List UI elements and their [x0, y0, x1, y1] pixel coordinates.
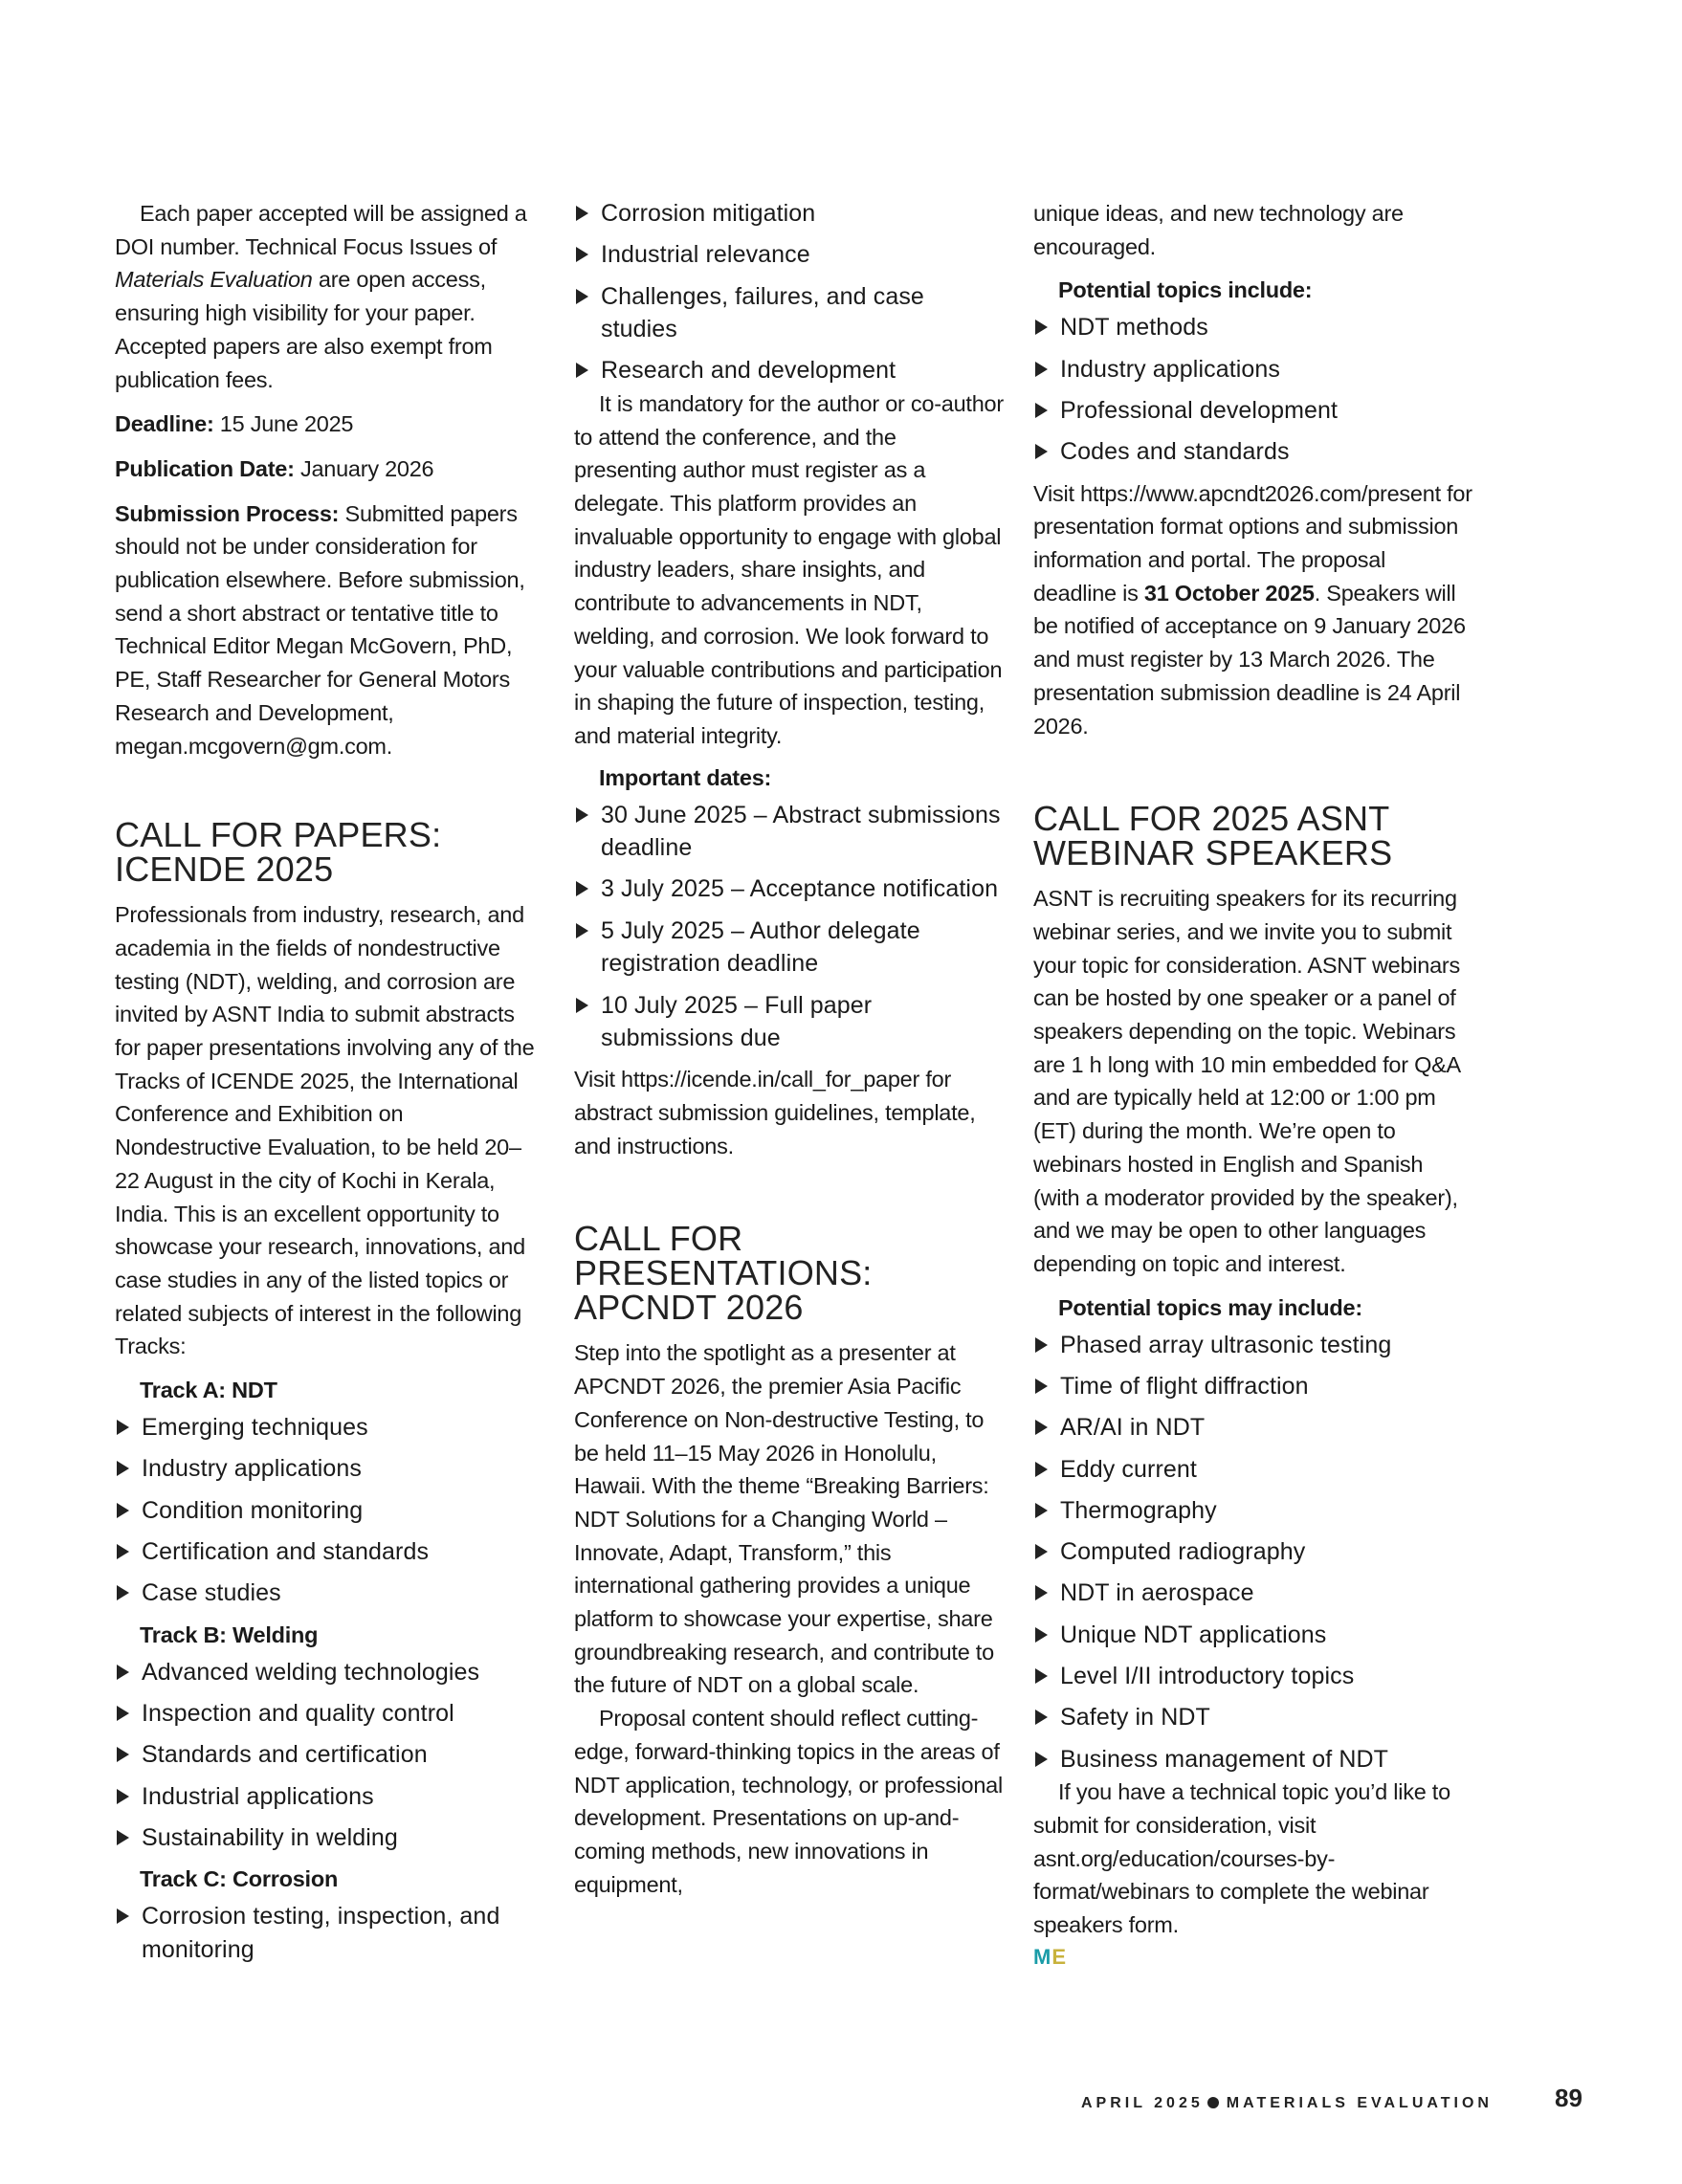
list-item: Sustainability in welding	[115, 1821, 545, 1855]
publication-date-line: Publication Date: January 2026	[115, 455, 434, 481]
list-item: Professional development	[1033, 394, 1473, 428]
footer-issue: APRIL 2025	[1081, 2095, 1204, 2111]
bullet-dot-icon	[1207, 2097, 1219, 2108]
deadline-line: Deadline: 15 June 2025	[115, 411, 354, 437]
bullet-triangle-icon	[117, 1830, 129, 1845]
icende-visit: Visit https://icende.in/call_for_paper for abstract submission guidelines, template, and instructions.	[574, 1067, 976, 1158]
bullet-triangle-icon	[576, 881, 588, 896]
track-c-title: Track C: Corrosion	[140, 1866, 339, 1892]
list-item: Standards and certification	[115, 1738, 545, 1772]
bullet-triangle-icon	[1035, 1752, 1048, 1767]
webinar-heading: CALL FOR 2025 ASNT WEBINAR SPEAKERS	[1033, 799, 1393, 873]
page-number: 89	[1555, 2084, 1582, 2112]
bullet-triangle-icon	[1035, 362, 1048, 377]
track-b-list	[115, 1656, 545, 1855]
bullet-triangle-icon	[117, 1747, 129, 1762]
track-c-list-continued	[574, 197, 1005, 387]
apcndt-body: Step into the spotlight as a presenter at APCNDT 2026, the premier Asia Pacific Conference on Non-destructive Testing, to be held 11–15 May 2026 in Honolulu, Hawaii. With the theme “Breaking Barriers: NDT Solutions for a Changing World – Innovate, Adapt, Transform,” this international gathering provides a unique platform to showcase your expertise, share groundbreaking research, and contribute to the future of NDT on a global scale.	[574, 1340, 994, 1698]
bullet-triangle-icon	[576, 923, 588, 938]
webinar-body: ASNT is recruiting speakers for its recurring webinar series, and we invite you to submit your topic for consideration. ASNT webinars can be hosted by one speaker or a panel of speakers depending on the topic. Webinars are 1 h long with 10 min embedded for Q&A and are typically held at 12:00 or 1:00 pm (ET) during the month. We’re open to webinars hosted in English and Spanish (with a moderator provided by the speaker), and we may be open to other languages depending on topic and interest.	[1033, 886, 1460, 1276]
bullet-triangle-icon	[576, 998, 588, 1013]
list-item: Computed radiography	[1033, 1535, 1473, 1569]
list-item: Unique NDT applications	[1033, 1619, 1473, 1652]
footer-magazine: MATERIALS EVALUATION	[1226, 2095, 1493, 2111]
column-1	[115, 197, 545, 1974]
bullet-triangle-icon	[1035, 320, 1048, 335]
topics-list	[1033, 311, 1473, 468]
bullet-triangle-icon	[576, 206, 588, 221]
bullet-triangle-icon	[117, 1461, 129, 1476]
list-item: Level I/II introductory topics	[1033, 1660, 1473, 1693]
list-item: Business management of NDT	[1033, 1743, 1473, 1776]
list-item: 3 July 2025 – Acceptance notification	[574, 872, 1005, 906]
webinar-topics-list	[1033, 1329, 1473, 1776]
bullet-triangle-icon	[1035, 1379, 1048, 1394]
list-item: Emerging techniques	[115, 1411, 545, 1445]
important-dates-list	[574, 799, 1005, 1055]
list-item: 5 July 2025 – Author delegate registration deadline	[574, 915, 1005, 981]
bullet-triangle-icon	[1035, 1585, 1048, 1600]
list-item: 30 June 2025 – Abstract submissions deadline	[574, 799, 1005, 865]
list-item: Thermography	[1033, 1494, 1473, 1528]
doi-paragraph: Each paper accepted will be assigned a DOI number. Technical Focus Issues of Materials Evaluation are open access, ensuring high visibility for your paper. Accepted papers are also exempt from publication fees.	[115, 201, 527, 392]
bullet-triangle-icon	[1035, 1503, 1048, 1518]
bullet-triangle-icon	[117, 1420, 129, 1435]
bullet-triangle-icon	[117, 1544, 129, 1559]
bullet-triangle-icon	[1035, 444, 1048, 459]
track-a-title: Track A: NDT	[140, 1378, 277, 1403]
bullet-triangle-icon	[117, 1789, 129, 1804]
list-item: Industry applications	[115, 1452, 545, 1486]
list-item: 10 July 2025 – Full paper submissions due	[574, 989, 1005, 1055]
list-item: Corrosion mitigation	[574, 197, 1005, 231]
list-item: Challenges, failures, and case studies	[574, 280, 1005, 346]
bullet-triangle-icon	[1035, 1627, 1048, 1643]
bullet-triangle-icon	[1035, 1668, 1048, 1684]
list-item: Advanced welding technologies	[115, 1656, 545, 1689]
bullet-triangle-icon	[117, 1665, 129, 1680]
apcndt-continued: unique ideas, and new technology are encouraged.	[1033, 201, 1404, 259]
topics-title: Potential topics include:	[1058, 277, 1313, 303]
logo-e: E	[1051, 1944, 1066, 1969]
track-c-list	[115, 1900, 545, 1966]
list-item: NDT methods	[1033, 311, 1473, 344]
page-footer	[1081, 2095, 1493, 2112]
bullet-triangle-icon	[576, 807, 588, 823]
list-item: Phased array ultrasonic testing	[1033, 1329, 1473, 1362]
bullet-triangle-icon	[1035, 1710, 1048, 1725]
proposal-content: Proposal content should reflect cutting-edge, forward-thinking topics in the areas of NDT application, technology, or professional development. Presentations on up-and-coming methods, new innovations in equipment,	[574, 1706, 1003, 1897]
list-item: Condition monitoring	[115, 1494, 545, 1528]
list-item: NDT in aerospace	[1033, 1577, 1473, 1610]
important-dates-title: Important dates:	[599, 764, 772, 790]
apcndt-visit: Visit https://www.apcndt2026.com/present for presentation format options and submission information and portal. The proposal deadline is 31 October 2025. Speakers will be notified of acceptance on 9 January 2026 and must register by 13 March 2026. The presentation submission deadline is 24 April 2026.	[1033, 480, 1472, 739]
bullet-triangle-icon	[576, 247, 588, 262]
me-end-mark-logo	[1033, 1944, 1473, 1969]
bullet-triangle-icon	[576, 289, 588, 304]
bullet-triangle-icon	[117, 1706, 129, 1721]
webinar-closing: If you have a technical topic you’d like to submit for consideration, visit asnt.org/education/courses-by-format/webinars to complete the webinar speakers form.	[1033, 1779, 1450, 1937]
apcndt-heading: CALL FOR PRESENTATIONS: APCNDT 2026	[574, 1219, 873, 1328]
list-item: Industrial applications	[115, 1780, 545, 1814]
list-item: Time of flight diffraction	[1033, 1370, 1473, 1403]
column-2	[574, 197, 1005, 1901]
bullet-triangle-icon	[1035, 1337, 1048, 1353]
list-item: Certification and standards	[115, 1535, 545, 1569]
bullet-triangle-icon	[1035, 403, 1048, 418]
bullet-triangle-icon	[1035, 1420, 1048, 1435]
bullet-triangle-icon	[117, 1503, 129, 1518]
mandatory-attendance: It is mandatory for the author or co-author to attend the conference, and the presenting author must register as a delegate. This platform provides an invaluable opportunity to engage with global industry leaders, share insights, and contribute to advancements in NDT, welding, and corrosion. We look forward to your valuable contributions and participation in shaping the future of inspection, testing, and material integrity.	[574, 390, 1004, 748]
list-item: AR/AI in NDT	[1033, 1411, 1473, 1445]
icende-body: Professionals from industry, research, and academia in the fields of nondestructive testing (NDT), welding, and corrosion are invited by ASNT India to submit abstracts for paper presentations involving any of the Tracks of ICENDE 2025, the International Conference and Exhibition on Nondestructive Evaluation, to be held 20–22 August in the city of Kochi in Kerala, India. This is an excellent opportunity to showcase your research, innovations, and case studies in any of the listed topics or related subjects of interest in the following Tracks:	[115, 902, 535, 1359]
track-b-title: Track B: Welding	[140, 1621, 319, 1647]
bullet-triangle-icon	[117, 1585, 129, 1600]
logo-m: M	[1033, 1944, 1051, 1969]
submission-process: Submission Process: Submitted papers should not be under consideration for publication elsewhere. Before submission, send a short abstract or tentative title to Technical Editor Megan McGovern, PhD, PE, Staff Researcher for General Motors Research and Development, megan.mcgovern@gm.com.	[115, 500, 525, 759]
list-item: Codes and standards	[1033, 435, 1473, 469]
bullet-triangle-icon	[1035, 1544, 1048, 1559]
column-3	[1033, 197, 1473, 1967]
track-a-list	[115, 1411, 545, 1610]
list-item: Inspection and quality control	[115, 1697, 545, 1731]
list-item: Research and development	[574, 354, 1005, 387]
list-item: Industrial relevance	[574, 238, 1005, 272]
list-item: Eddy current	[1033, 1453, 1473, 1487]
list-item: Case studies	[115, 1577, 545, 1610]
list-item: Corrosion testing, inspection, and monitoring	[115, 1900, 545, 1966]
list-item: Industry applications	[1033, 353, 1473, 386]
webinar-topics-title: Potential topics may include:	[1058, 1294, 1362, 1320]
icende-heading: CALL FOR PAPERS: ICENDE 2025	[115, 815, 442, 890]
bullet-triangle-icon	[117, 1908, 129, 1924]
list-item: Safety in NDT	[1033, 1701, 1473, 1734]
bullet-triangle-icon	[576, 363, 588, 378]
bullet-triangle-icon	[1035, 1462, 1048, 1477]
